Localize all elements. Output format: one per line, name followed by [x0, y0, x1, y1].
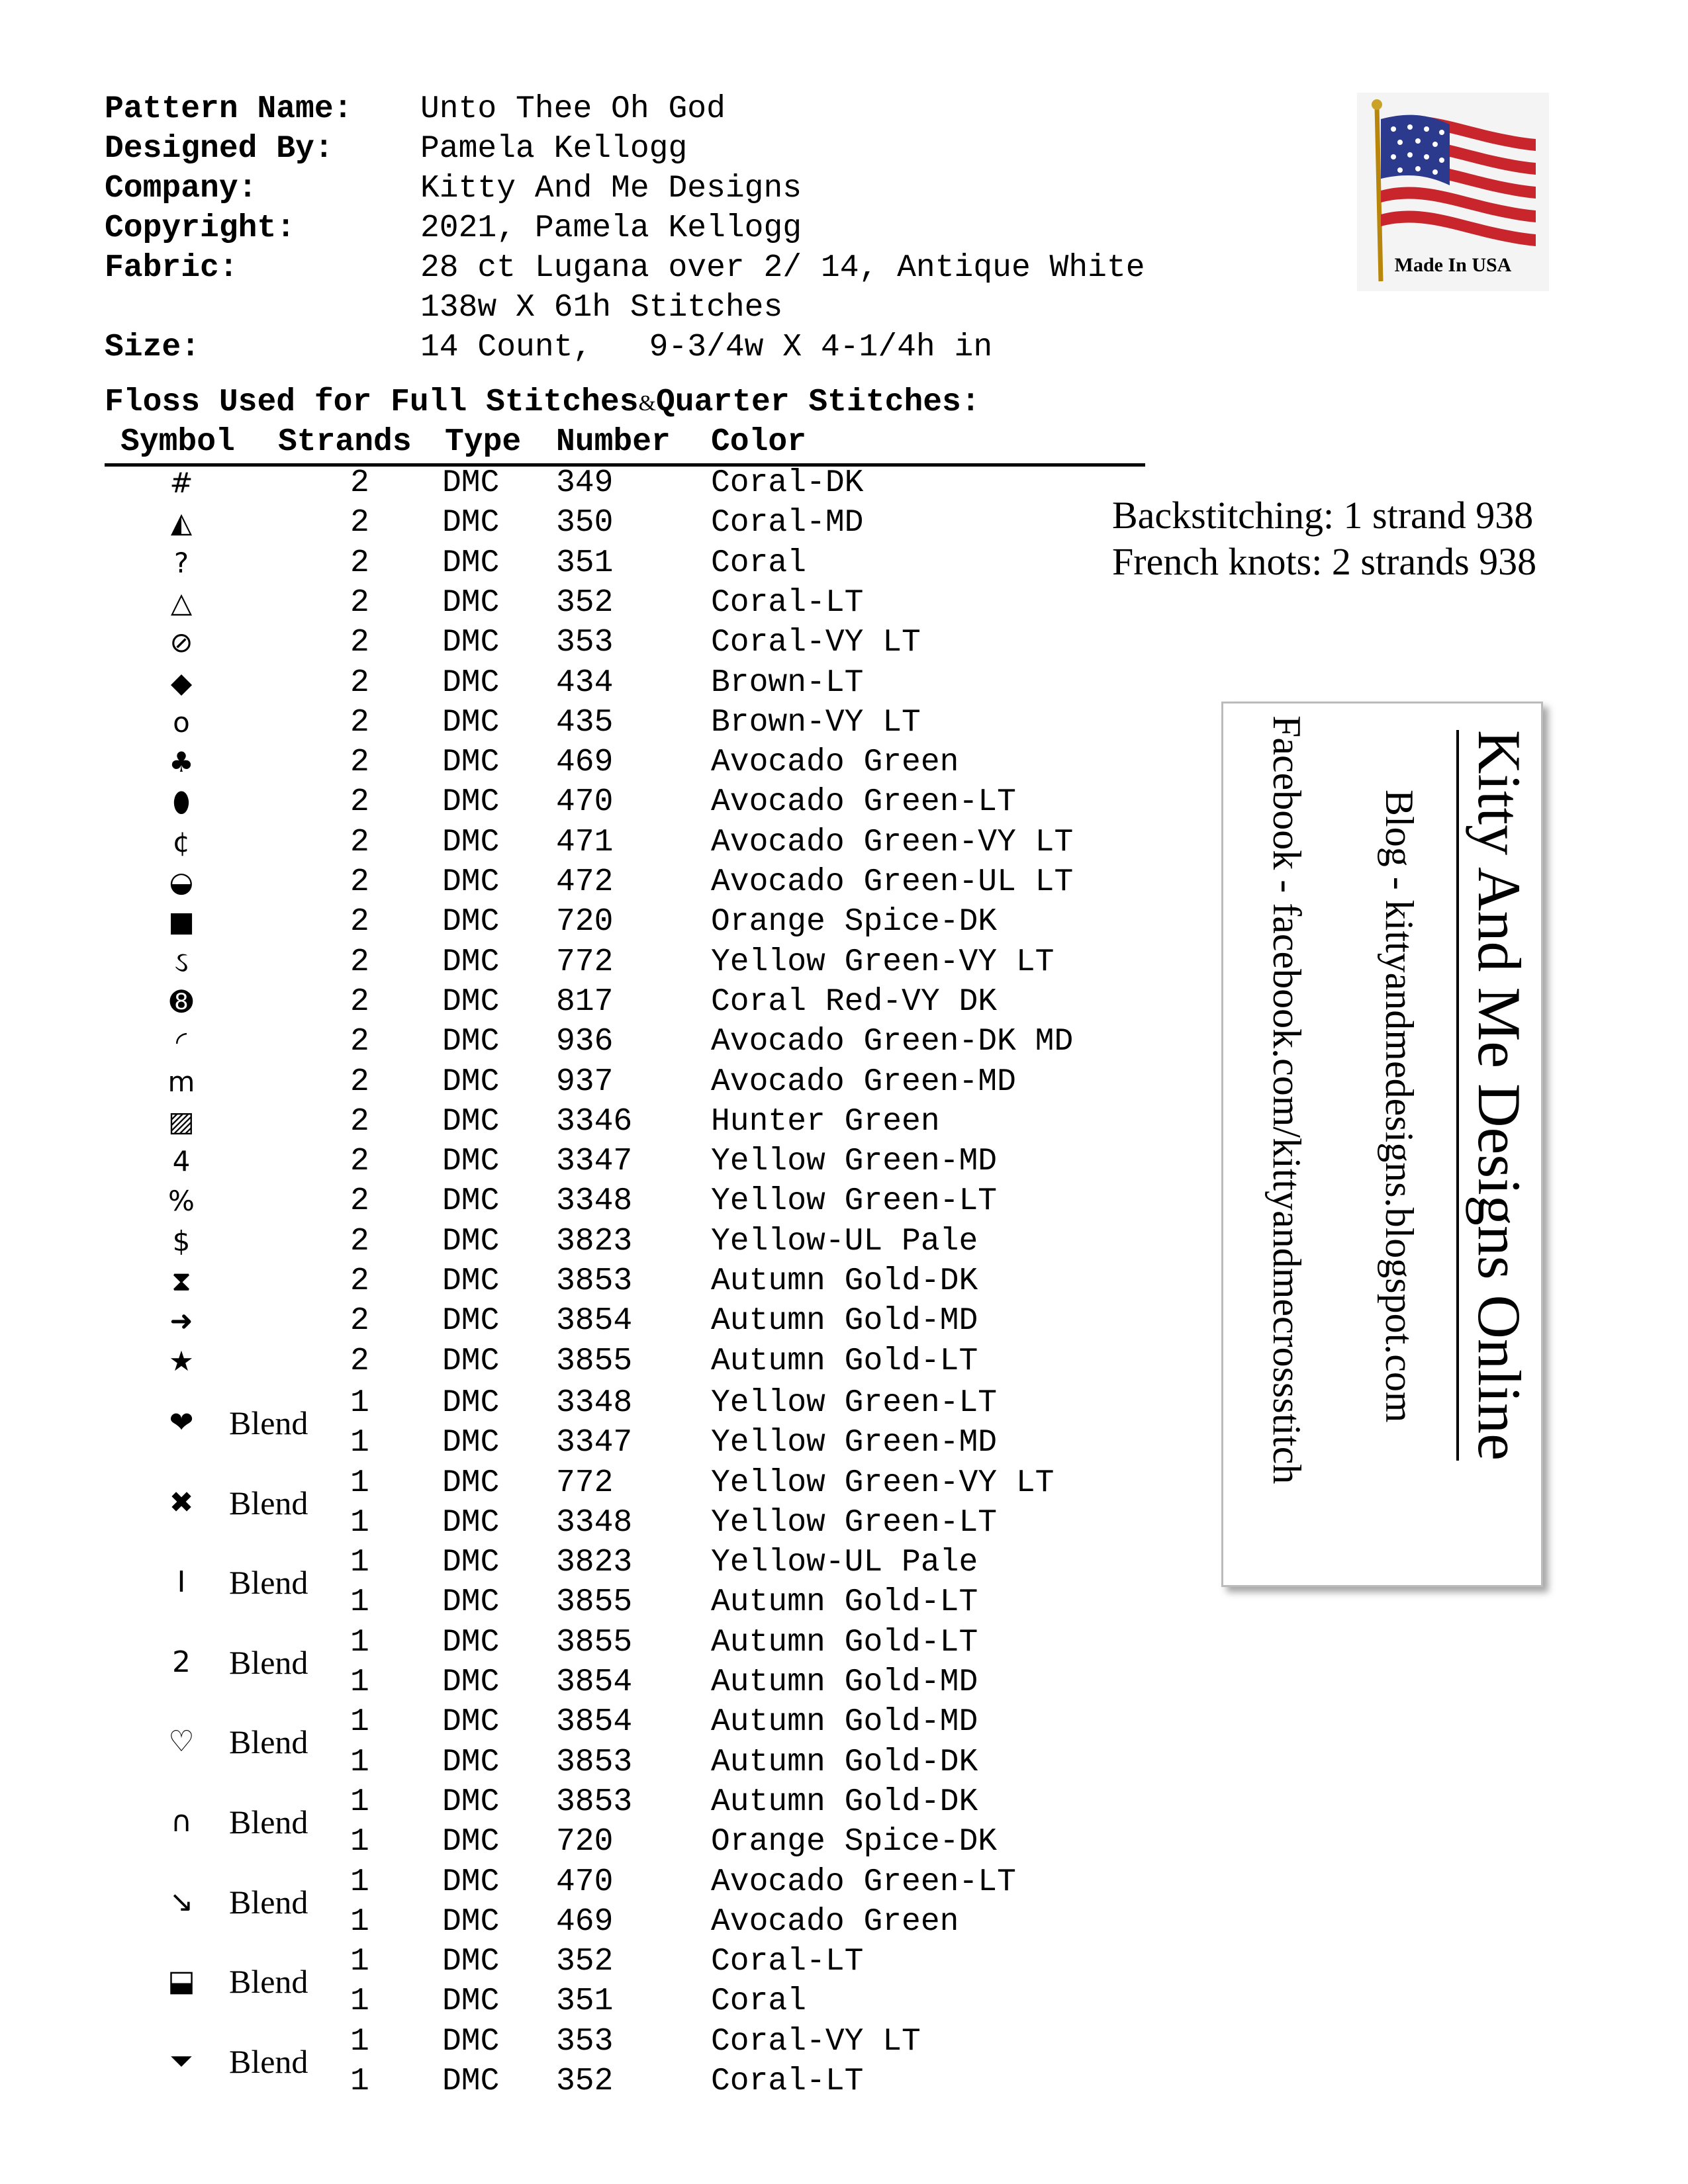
- color-cell: Avocado Green-LT: [711, 1864, 1016, 1900]
- blend-label: Blend: [229, 1564, 308, 1602]
- card-title: Kitty And Me Designs Online: [1466, 730, 1533, 1461]
- number-cell: 3853: [556, 1784, 633, 1820]
- floss-row: [0, 862, 1192, 902]
- strands-cell: 1: [350, 2023, 369, 2060]
- strands-cell: 2: [350, 1024, 369, 1060]
- blend-row: [0, 2062, 1192, 2101]
- type-cell: DMC: [442, 1624, 500, 1661]
- type-cell: DMC: [442, 1983, 500, 2020]
- floss-row: [0, 782, 1192, 822]
- color-cell: Hunter Green: [711, 1103, 940, 1140]
- copyright-value: 2021, Pamela Kellogg: [420, 210, 802, 246]
- type-cell: DMC: [442, 704, 500, 741]
- blend-symbol-icon: I: [177, 1565, 186, 1600]
- stitch-symbol-icon: ★: [169, 1344, 194, 1377]
- floss-row: [0, 1181, 1192, 1221]
- floss-row: [0, 543, 1192, 583]
- number-cell: 353: [556, 625, 614, 661]
- blend-label: Blend: [229, 1404, 308, 1441]
- strands-cell: 1: [350, 1465, 369, 1501]
- col-header-color: Color: [711, 424, 807, 460]
- stitch-symbol-icon: ♣: [169, 746, 194, 779]
- stitch-symbol-icon: ■: [168, 905, 195, 938]
- fabric-value: 28 ct Lugana over 2/ 14, Antique White: [420, 250, 1145, 286]
- floss-row: [0, 1261, 1192, 1301]
- strands-cell: 2: [350, 983, 369, 1020]
- flag-canton: [1381, 115, 1450, 185]
- strands-cell: 1: [350, 1784, 369, 1820]
- color-cell: Coral-VY LT: [711, 2023, 921, 2060]
- type-cell: DMC: [442, 904, 500, 940]
- color-cell: Yellow Green-VY LT: [711, 944, 1055, 980]
- color-cell: Orange Spice-DK: [711, 1824, 998, 1860]
- type-cell: DMC: [442, 505, 500, 541]
- copyright-label: Copyright:: [105, 210, 296, 246]
- color-cell: Brown-VY LT: [711, 704, 921, 741]
- blend-row: [0, 1423, 1192, 1463]
- stitch-notes: [1112, 492, 1536, 585]
- type-cell: DMC: [442, 545, 500, 581]
- strands-cell: 1: [350, 1903, 369, 1940]
- floss-row: [0, 503, 1192, 543]
- strands-cell: 2: [350, 745, 369, 781]
- blend-row: [0, 1662, 1192, 1702]
- designer-contact-card: [1221, 702, 1543, 1587]
- color-cell: Autumn Gold-MD: [711, 1664, 978, 1700]
- number-cell: 353: [556, 2023, 614, 2060]
- type-cell: DMC: [442, 864, 500, 900]
- strands-cell: 1: [350, 1504, 369, 1541]
- number-cell: 349: [556, 465, 614, 501]
- type-cell: DMC: [442, 983, 500, 1020]
- number-cell: 352: [556, 1944, 614, 1980]
- color-cell: Autumn Gold-DK: [711, 1744, 978, 1780]
- stitch-symbol-icon: ⊘: [169, 626, 193, 659]
- strands-cell: 2: [350, 1064, 369, 1100]
- color-cell: Coral-VY LT: [711, 625, 921, 661]
- blend-symbol-icon: ✖: [169, 1485, 194, 1520]
- floss-row: [0, 902, 1192, 942]
- strands-cell: 2: [350, 505, 369, 541]
- blend-label: Blend: [229, 1963, 308, 2001]
- stitch-symbol-icon: ⬮: [172, 786, 191, 819]
- type-cell: DMC: [442, 1744, 500, 1780]
- pattern-name-label: Pattern Name:: [105, 91, 353, 127]
- number-cell: 351: [556, 545, 614, 581]
- type-cell: DMC: [442, 1103, 500, 1140]
- color-cell: Autumn Gold-LT: [711, 1624, 978, 1661]
- color-cell: Autumn Gold-MD: [711, 1704, 978, 1741]
- strands-cell: 2: [350, 1183, 369, 1220]
- color-cell: Yellow Green-LT: [711, 1183, 998, 1220]
- type-cell: DMC: [442, 664, 500, 701]
- blend-label: Blend: [229, 1883, 308, 1921]
- col-header-symbol: Symbol: [120, 424, 235, 460]
- strands-cell: 2: [350, 625, 369, 661]
- floss-table-header: [105, 422, 1145, 467]
- number-cell: 3823: [556, 1545, 633, 1581]
- blend-row: [0, 1981, 1192, 2021]
- color-cell: Autumn Gold-MD: [711, 1303, 978, 1340]
- type-cell: DMC: [442, 584, 500, 621]
- company-value: Kitty And Me Designs: [420, 171, 802, 206]
- floss-row: [0, 663, 1192, 703]
- floss-row: [0, 1301, 1192, 1341]
- color-cell: Coral-LT: [711, 2063, 864, 2099]
- blend-row: [0, 1383, 1192, 1423]
- blend-label: Blend: [229, 2042, 308, 2080]
- color-cell: Yellow Green-LT: [711, 1504, 998, 1541]
- stitch-symbol-icon: ¢: [172, 825, 191, 858]
- strands-cell: 2: [350, 545, 369, 581]
- strands-cell: 2: [350, 1103, 369, 1140]
- blend-group: [0, 1782, 1192, 1862]
- usa-flag-icon: [1357, 93, 1549, 291]
- color-cell: Avocado Green: [711, 745, 959, 781]
- color-cell: Autumn Gold-DK: [711, 1263, 978, 1299]
- type-cell: DMC: [442, 1064, 500, 1100]
- floss-row: [0, 623, 1192, 662]
- type-cell: DMC: [442, 1545, 500, 1581]
- blend-row: [0, 1902, 1192, 1942]
- color-cell: Avocado Green-VY LT: [711, 824, 1074, 860]
- blend-group: [0, 1862, 1192, 1942]
- number-cell: 720: [556, 904, 614, 940]
- number-cell: 3348: [556, 1183, 633, 1220]
- floss-heading-part2: Quarter Stitches:: [655, 385, 980, 420]
- number-cell: 435: [556, 704, 614, 741]
- floss-row: [0, 1142, 1192, 1181]
- number-cell: 469: [556, 745, 614, 781]
- designer-label: Designed By:: [105, 131, 334, 167]
- floss-row: [0, 583, 1192, 623]
- company-label: Company:: [105, 171, 258, 206]
- strands-cell: 1: [350, 1545, 369, 1581]
- number-cell: 352: [556, 584, 614, 621]
- type-cell: DMC: [442, 1183, 500, 1220]
- blend-symbol-icon: ↘: [169, 1884, 194, 1919]
- floss-row: [0, 942, 1192, 982]
- color-cell: Avocado Green: [711, 1903, 959, 1940]
- blend-label: Blend: [229, 1803, 308, 1841]
- color-cell: Coral Red-VY DK: [711, 983, 998, 1020]
- number-cell: 3347: [556, 1144, 633, 1180]
- strands-cell: 1: [350, 1425, 369, 1461]
- floss-heading: [105, 383, 980, 424]
- color-cell: Avocado Green-DK MD: [711, 1024, 1074, 1060]
- type-cell: DMC: [442, 1144, 500, 1180]
- stitch-symbol-icon: ઽ: [174, 945, 189, 978]
- strands-cell: 2: [350, 904, 369, 940]
- number-cell: 469: [556, 1903, 614, 1940]
- floss-row: [0, 703, 1192, 743]
- stitch-symbol-icon: ◭: [170, 506, 193, 539]
- card-facebook-link: Facebook - facebook.com/kittyandmecrossstitch: [1265, 715, 1309, 1484]
- color-cell: Avocado Green-LT: [711, 784, 1016, 821]
- stitch-symbol-icon: ◆: [170, 666, 193, 699]
- number-cell: 3855: [556, 1624, 633, 1661]
- number-cell: 3854: [556, 1704, 633, 1741]
- stitch-symbol-icon: m: [167, 1065, 195, 1098]
- blend-symbol-icon: ❤: [169, 1405, 194, 1439]
- size-value: 14 Count, 9-3/4w X 4-1/4h in: [420, 330, 993, 365]
- strands-cell: 2: [350, 864, 369, 900]
- color-cell: Autumn Gold-LT: [711, 1343, 978, 1379]
- type-cell: DMC: [442, 1303, 500, 1340]
- color-cell: Yellow Green-VY LT: [711, 1465, 1055, 1501]
- color-cell: Yellow Green-LT: [711, 1385, 998, 1421]
- number-cell: 720: [556, 1824, 614, 1860]
- type-cell: DMC: [442, 625, 500, 661]
- floss-row: [0, 982, 1192, 1022]
- strands-cell: 2: [350, 664, 369, 701]
- strands-cell: 1: [350, 2063, 369, 2099]
- type-cell: DMC: [442, 1343, 500, 1379]
- strands-cell: 2: [350, 1144, 369, 1180]
- stitch-symbol-icon: △: [170, 586, 193, 619]
- type-cell: DMC: [442, 1465, 500, 1501]
- type-cell: DMC: [442, 1903, 500, 1940]
- strands-cell: 2: [350, 824, 369, 860]
- blend-label: Blend: [229, 1723, 308, 1761]
- blend-group: [0, 1463, 1192, 1543]
- color-cell: Yellow-UL Pale: [711, 1545, 978, 1581]
- type-cell: DMC: [442, 1385, 500, 1421]
- color-cell: Brown-LT: [711, 664, 864, 701]
- type-cell: DMC: [442, 1784, 500, 1820]
- number-cell: 3823: [556, 1223, 633, 1259]
- blend-row: [0, 1942, 1192, 1981]
- floss-row: [0, 1022, 1192, 1062]
- stitch-symbol-icon: ⧗: [171, 1265, 191, 1297]
- type-cell: DMC: [442, 1664, 500, 1700]
- col-header-type: Type: [445, 424, 522, 460]
- floss-heading-part1: Floss Used for Full Stitches: [105, 385, 639, 420]
- strands-cell: 1: [350, 1944, 369, 1980]
- color-cell: Coral-MD: [711, 505, 864, 541]
- number-cell: 470: [556, 784, 614, 821]
- blend-row: [0, 1623, 1192, 1662]
- type-cell: DMC: [442, 1584, 500, 1621]
- blend-row: [0, 1702, 1192, 1742]
- floss-row: [0, 823, 1192, 862]
- number-cell: 772: [556, 1465, 614, 1501]
- strands-cell: 2: [350, 1343, 369, 1379]
- number-cell: 351: [556, 1983, 614, 2020]
- number-cell: 936: [556, 1024, 614, 1060]
- strands-cell: 2: [350, 584, 369, 621]
- floss-heading-amp: &: [638, 391, 656, 416]
- size-label: Size:: [105, 330, 201, 365]
- backstitching-note: Backstitching: 1 strand 938: [1112, 494, 1534, 537]
- stitch-symbol-icon: ?: [173, 546, 189, 579]
- strands-cell: 1: [350, 1744, 369, 1780]
- blend-symbol-icon: ⏷: [169, 2044, 193, 2078]
- type-cell: DMC: [442, 1263, 500, 1299]
- number-cell: 470: [556, 1864, 614, 1900]
- number-cell: 3348: [556, 1385, 633, 1421]
- color-cell: Coral: [711, 1983, 807, 2020]
- pattern-name-value: Unto Thee Oh God: [420, 91, 726, 127]
- type-cell: DMC: [442, 944, 500, 980]
- type-cell: DMC: [442, 824, 500, 860]
- color-cell: Yellow Green-MD: [711, 1144, 998, 1180]
- blend-row: [0, 1503, 1192, 1543]
- type-cell: DMC: [442, 465, 500, 501]
- floss-row: [0, 1102, 1192, 1142]
- type-cell: DMC: [442, 1824, 500, 1860]
- floss-row: [0, 1222, 1192, 1261]
- strands-cell: 1: [350, 1824, 369, 1860]
- number-cell: 3855: [556, 1343, 633, 1379]
- blend-group: [0, 1702, 1192, 1782]
- number-cell: 434: [556, 664, 614, 701]
- stitch-symbol-icon: ◜: [175, 1025, 187, 1058]
- type-cell: DMC: [442, 1024, 500, 1060]
- number-cell: 471: [556, 824, 614, 860]
- stitch-symbol-icon: 4: [172, 1145, 191, 1178]
- stitch-count-value: 138w X 61h Stitches: [420, 290, 783, 326]
- blend-symbol-icon: ⬓: [167, 1964, 195, 1999]
- floss-row: [0, 1342, 1192, 1381]
- number-cell: 3855: [556, 1584, 633, 1621]
- strands-cell: 1: [350, 1584, 369, 1621]
- blend-row: [0, 1743, 1192, 1782]
- stitch-symbol-icon: $: [172, 1224, 191, 1257]
- color-cell: Yellow-UL Pale: [711, 1223, 978, 1259]
- number-cell: 3854: [556, 1303, 633, 1340]
- color-cell: Coral-LT: [711, 1944, 864, 1980]
- strands-cell: 2: [350, 704, 369, 741]
- number-cell: 3347: [556, 1425, 633, 1461]
- blend-row: [0, 1822, 1192, 1862]
- blend-group: [0, 1942, 1192, 2021]
- french-knots-note: French knots: 2 strands 938: [1112, 540, 1537, 583]
- floss-row: [0, 1062, 1192, 1102]
- blend-group: [0, 1543, 1192, 1622]
- number-cell: 350: [556, 505, 614, 541]
- stitch-symbol-icon: ➑: [169, 985, 193, 1018]
- number-cell: 937: [556, 1064, 614, 1100]
- blend-symbol-icon: 2: [172, 1645, 191, 1679]
- strands-cell: 1: [350, 1983, 369, 2020]
- number-cell: 472: [556, 864, 614, 900]
- number-cell: 3346: [556, 1103, 633, 1140]
- stitch-symbol-icon: ➜: [169, 1304, 193, 1338]
- blend-symbol-icon: ∩: [170, 1804, 193, 1839]
- blend-group: [0, 1623, 1192, 1702]
- blend-row: [0, 2022, 1192, 2062]
- color-cell: Coral: [711, 545, 807, 581]
- blend-row: [0, 1543, 1192, 1582]
- color-cell: Yellow Green-MD: [711, 1425, 998, 1461]
- type-cell: DMC: [442, 1944, 500, 1980]
- strands-cell: 2: [350, 1303, 369, 1340]
- blend-label: Blend: [229, 1643, 308, 1681]
- blend-label: Blend: [229, 1484, 308, 1522]
- fabric-label: Fabric:: [105, 250, 238, 286]
- color-cell: Coral-DK: [711, 465, 864, 501]
- number-cell: 3853: [556, 1263, 633, 1299]
- strands-cell: 2: [350, 944, 369, 980]
- type-cell: DMC: [442, 1864, 500, 1900]
- color-cell: Avocado Green-UL LT: [711, 864, 1074, 900]
- designer-value: Pamela Kellogg: [420, 131, 688, 167]
- color-cell: Avocado Green-MD: [711, 1064, 1016, 1100]
- stitch-symbol-icon: %: [168, 1185, 195, 1218]
- strands-cell: 1: [350, 1664, 369, 1700]
- type-cell: DMC: [442, 1223, 500, 1259]
- col-header-strands: Strands: [278, 424, 412, 460]
- number-cell: 352: [556, 2063, 614, 2099]
- strands-cell: 2: [350, 1263, 369, 1299]
- type-cell: DMC: [442, 2063, 500, 2099]
- number-cell: 3853: [556, 1744, 633, 1780]
- blend-row: [0, 1463, 1192, 1503]
- type-cell: DMC: [442, 1504, 500, 1541]
- number-cell: 3854: [556, 1664, 633, 1700]
- floss-row: [0, 463, 1192, 503]
- type-cell: DMC: [442, 1704, 500, 1741]
- blend-row: [0, 1582, 1192, 1622]
- floss-row: [0, 743, 1192, 782]
- strands-cell: 1: [350, 1624, 369, 1661]
- blend-group: [0, 2022, 1192, 2101]
- type-cell: DMC: [442, 745, 500, 781]
- strands-cell: 1: [350, 1385, 369, 1421]
- strands-cell: 2: [350, 465, 369, 501]
- color-cell: Coral-LT: [711, 584, 864, 621]
- color-cell: Autumn Gold-DK: [711, 1784, 978, 1820]
- type-cell: DMC: [442, 784, 500, 821]
- stitch-symbol-icon: ▨: [168, 1105, 195, 1138]
- number-cell: 772: [556, 944, 614, 980]
- stitch-symbol-icon: o: [173, 705, 190, 739]
- strands-cell: 2: [350, 1223, 369, 1259]
- made-in-usa-caption: Made In USA: [1394, 254, 1512, 276]
- type-cell: DMC: [442, 1425, 500, 1461]
- card-blog-link: Blog - kittyandmedesigns.blogspot.com: [1378, 790, 1421, 1423]
- strands-cell: 1: [350, 1704, 369, 1741]
- color-cell: Autumn Gold-LT: [711, 1584, 978, 1621]
- col-header-number: Number: [556, 424, 671, 460]
- number-cell: 817: [556, 983, 614, 1020]
- type-cell: DMC: [442, 2023, 500, 2060]
- color-cell: Orange Spice-DK: [711, 904, 998, 940]
- blend-row: [0, 1862, 1192, 1902]
- stitch-symbol-icon: #: [169, 467, 193, 499]
- blend-row: [0, 1782, 1192, 1822]
- stitch-symbol-icon: ◒: [169, 866, 194, 898]
- blend-group: [0, 1383, 1192, 1463]
- strands-cell: 2: [350, 784, 369, 821]
- strands-cell: 1: [350, 1864, 369, 1900]
- blend-symbol-icon: ♡: [168, 1725, 195, 1759]
- number-cell: 3348: [556, 1504, 633, 1541]
